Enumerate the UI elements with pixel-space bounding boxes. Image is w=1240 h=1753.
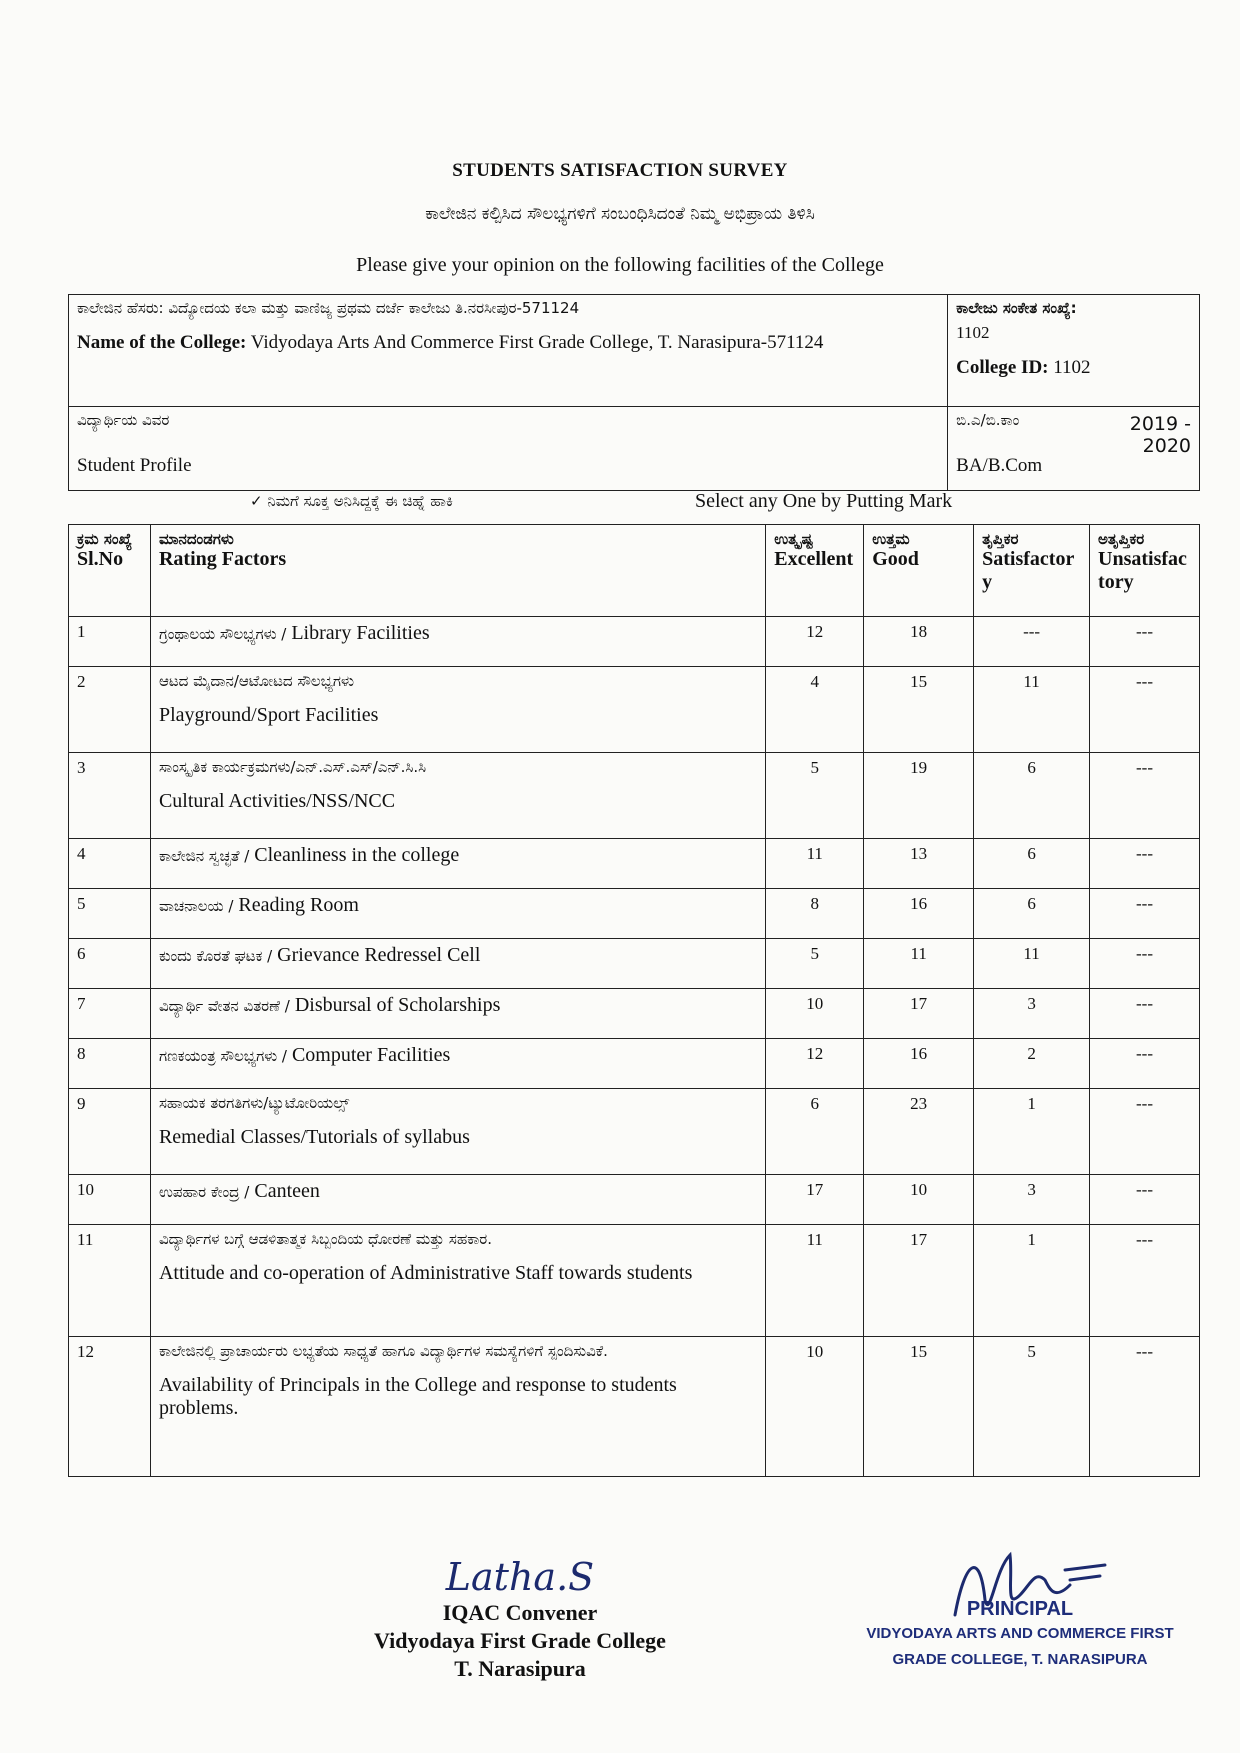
- table-row: [69, 839, 1200, 889]
- rating-table: [68, 524, 1200, 1477]
- table-row: [69, 1225, 1200, 1337]
- excellent-count: 8: [766, 889, 864, 939]
- table-header-row: [69, 525, 1200, 617]
- unsatisfactory-count: ---: [1090, 939, 1200, 989]
- satisfactory-count: 2: [974, 1039, 1090, 1089]
- row-number: 4: [69, 839, 151, 889]
- table-row: [69, 753, 1200, 839]
- good-count: 16: [864, 889, 974, 939]
- student-profile-cell: [69, 407, 948, 491]
- satisfactory-count: 5: [974, 1337, 1090, 1477]
- factor-kannada: ಕುಂದು ಕೊರತೆ ಘಟಕ /: [158, 947, 273, 965]
- header-rating-factors: ಮಾನದಂಡಗಳು Rating Factors: [150, 525, 765, 617]
- academic-year-line1: 2019 -: [1129, 413, 1191, 435]
- course-cell: [948, 407, 1200, 491]
- principal-title: PRINCIPAL: [966, 1598, 1074, 1620]
- principal-signature-block: [840, 1560, 1200, 1673]
- header-good: ಉತ್ತಮ Good: [864, 525, 974, 617]
- factor-english: Attitude and co-operation of Administrative Staff towards students: [158, 1262, 693, 1284]
- table-row: [69, 889, 1200, 939]
- college-info-table: [68, 294, 1200, 491]
- satisfactory-count: 11: [974, 667, 1090, 753]
- college-name-kannada: ಕಾಲೇಜಿನ ಹೆಸರು: ವಿದ್ಯೋದಯ ಕಲಾ ಮತ್ತು ವಾಣಿಜ್ಯ ಪ್ರಥಮ ದರ್ಜೆ ಕಾಲೇಜು ತಿ.ನರಸೀಪುರ-571124: [77, 299, 580, 317]
- select-instruction: Select any One by Putting Mark: [695, 490, 953, 512]
- academic-year: [1130, 413, 1191, 457]
- course-kannada: ಬಿ.ಎ/ಬಿ.ಕಾಂ: [956, 411, 1020, 429]
- college-code-kannada: ಕಾಲೇಜು ಸಂಕೇತ ಸಂಖ್ಯೆ:: [956, 299, 1077, 317]
- header-unsatisfactory: ಅತೃಪ್ತಿಕರ Unsatisfactory: [1090, 525, 1200, 617]
- rating-factor: [150, 753, 765, 839]
- row-number: 1: [69, 617, 151, 667]
- rating-factor: [150, 939, 765, 989]
- satisfactory-count: 6: [974, 889, 1090, 939]
- iqac-signature-block: [330, 1555, 710, 1683]
- unsatisfactory-count: ---: [1090, 839, 1200, 889]
- factor-kannada: ಗ್ರಂಥಾಲಯ ಸೌಲಭ್ಯಗಳು /: [158, 625, 287, 643]
- rating-factor: [150, 1089, 765, 1175]
- satisfactory-count: 3: [974, 989, 1090, 1039]
- good-count: 15: [864, 1337, 974, 1477]
- good-count: 17: [864, 1225, 974, 1337]
- satisfactory-count: 1: [974, 1089, 1090, 1175]
- factor-kannada: ಆಟದ ಮೈದಾನ/ಆಟೋಟದ ಸೌಲಭ್ಯಗಳು: [158, 672, 354, 690]
- excellent-count: 10: [766, 1337, 864, 1477]
- student-profile-kannada: ವಿದ್ಯಾರ್ಥಿಯ ವಿವರ: [77, 411, 170, 429]
- rating-factor: [150, 1225, 765, 1337]
- factor-kannada: ವಿದ್ಯಾರ್ಥಿ ವೇತನ ವಿತರಣೆ /: [158, 997, 290, 1015]
- iqac-college: Vidyodaya First Grade College: [374, 1628, 666, 1653]
- satisfactory-count: ---: [974, 617, 1090, 667]
- table-row: [69, 989, 1200, 1039]
- college-id-value: 1102: [1053, 357, 1091, 378]
- satisfactory-count: 6: [974, 839, 1090, 889]
- header-satisfactory: ತೃಪ್ತಿಕರ Satisfactory: [974, 525, 1090, 617]
- survey-title: STUDENTS SATISFACTION SURVEY: [452, 160, 788, 181]
- table-row: [69, 617, 1200, 667]
- student-profile-label: Student Profile: [77, 455, 192, 476]
- good-count: 19: [864, 753, 974, 839]
- college-code-value: 1102: [956, 323, 990, 342]
- good-count: 16: [864, 1039, 974, 1089]
- excellent-count: 10: [766, 989, 864, 1039]
- table-row: [69, 1089, 1200, 1175]
- tick-instruction-kannada: ನಿಮಗೆ ಸೂಕ್ತ ಅನಿಸಿದ್ದಕ್ಕೆ ಈ ಚಿಹ್ನೆ ಹಾಕಿ: [267, 492, 453, 510]
- rating-factor: [150, 839, 765, 889]
- iqac-title: IQAC Convener: [442, 1600, 598, 1625]
- rating-factor: [150, 889, 765, 939]
- good-count: 13: [864, 839, 974, 889]
- course-english: BA/B.Com: [956, 455, 1043, 476]
- header-slno: ಕ್ರಮ ಸಂಖ್ಯೆ Sl.No: [69, 525, 151, 617]
- good-count: 10: [864, 1175, 974, 1225]
- excellent-count: 5: [766, 753, 864, 839]
- college-name-cell: [69, 295, 948, 407]
- factor-english: Availability of Principals in the College and response to students problems.: [158, 1374, 677, 1419]
- excellent-count: 12: [766, 617, 864, 667]
- table-row: [69, 939, 1200, 989]
- row-number: 3: [69, 753, 151, 839]
- factor-english: Computer Facilities: [291, 1044, 451, 1066]
- tick-mark-icon: ✓: [250, 492, 263, 510]
- table-row: [69, 667, 1200, 753]
- iqac-place: T. Narasipura: [454, 1656, 586, 1681]
- principal-line2: GRADE COLLEGE, T. NARASIPURA: [892, 1651, 1148, 1668]
- unsatisfactory-count: ---: [1090, 1089, 1200, 1175]
- unsatisfactory-count: ---: [1090, 889, 1200, 939]
- satisfactory-count: 3: [974, 1175, 1090, 1225]
- table-row: [69, 1039, 1200, 1089]
- tick-instruction: [250, 492, 453, 510]
- row-number: 5: [69, 889, 151, 939]
- unsatisfactory-count: ---: [1090, 667, 1200, 753]
- row-number: 8: [69, 1039, 151, 1089]
- row-number: 10: [69, 1175, 151, 1225]
- factor-english: Library Facilities: [291, 622, 430, 644]
- iqac-signature: Latha.S: [445, 1555, 595, 1599]
- factor-english: Cultural Activities/NSS/NCC: [158, 790, 396, 812]
- row-number: 12: [69, 1337, 151, 1477]
- factor-kannada: ವಾಚನಾಲಯ /: [158, 897, 234, 915]
- unsatisfactory-count: ---: [1090, 1039, 1200, 1089]
- rating-factor: [150, 989, 765, 1039]
- college-name-label: Name of the College:: [77, 332, 247, 353]
- unsatisfactory-count: ---: [1090, 989, 1200, 1039]
- factor-kannada: ವಿದ್ಯಾರ್ಥಿಗಳ ಬಗ್ಗೆ ಆಡಳಿತಾತ್ಮಕ ಸಿಬ್ಬಂದಿಯ ಧೋರಣೆ ಮತ್ತು ಸಹಕಾರ.: [158, 1230, 493, 1248]
- excellent-count: 5: [766, 939, 864, 989]
- factor-kannada: ಸಾಂಸ್ಕೃತಿಕ ಕಾರ್ಯಕ್ರಮಗಳು/ಎನ್.ಎಸ್.ಎಸ್/ಎನ್.ಸಿ.ಸಿ: [158, 758, 427, 776]
- academic-year-line2: 2020: [1142, 435, 1191, 457]
- factor-kannada: ಸಹಾಯಕ ತರಗತಿಗಳು/ಟ್ಯುಟೋರಿಯಲ್ಸ್: [158, 1094, 350, 1112]
- factor-english: Remedial Classes/Tutorials of syllabus: [158, 1126, 470, 1148]
- factor-english: Grievance Redressel Cell: [277, 944, 481, 966]
- factor-english: Disbursal of Scholarships: [294, 994, 501, 1016]
- unsatisfactory-count: ---: [1090, 1175, 1200, 1225]
- subtitle-english: Please give your opinion on the following facilities of the College: [356, 254, 884, 276]
- table-row: [69, 1337, 1200, 1477]
- factor-english: Reading Room: [238, 894, 359, 916]
- excellent-count: 12: [766, 1039, 864, 1089]
- rating-factor: [150, 1175, 765, 1225]
- unsatisfactory-count: ---: [1090, 1337, 1200, 1477]
- satisfactory-count: 1: [974, 1225, 1090, 1337]
- unsatisfactory-count: ---: [1090, 753, 1200, 839]
- factor-english: Cleanliness in the college: [254, 844, 460, 866]
- unsatisfactory-count: ---: [1090, 617, 1200, 667]
- header-excellent: ಉತ್ಕೃಷ್ಟ Excellent: [766, 525, 864, 617]
- subtitle-kannada: ಕಾಲೇಜಿನ ಕಲ್ಪಿಸಿದ ಸೌಲಭ್ಯಗಳಿಗೆ ಸಂಬಂಧಿಸಿದಂತೆ ನಿಮ್ಮ ಅಭಿಪ್ರಾಯ ತಿಳಿಸಿ: [425, 204, 815, 224]
- factor-kannada: ಉಪಹಾರ ಕೇಂದ್ರ /: [158, 1183, 250, 1201]
- unsatisfactory-count: ---: [1090, 1225, 1200, 1337]
- row-number: 6: [69, 939, 151, 989]
- row-number: 2: [69, 667, 151, 753]
- rating-factor: [150, 1337, 765, 1477]
- principal-line1: VIDYODAYA ARTS AND COMMERCE FIRST: [866, 1625, 1174, 1642]
- college-name-value: Vidyodaya Arts And Commerce First Grade College, T. Narasipura-571124: [250, 332, 824, 353]
- satisfactory-count: 6: [974, 753, 1090, 839]
- row-number: 11: [69, 1225, 151, 1337]
- factor-kannada: ಗಣಕಯಂತ್ರ ಸೌಲಭ್ಯಗಳು /: [158, 1047, 287, 1065]
- rating-factor: [150, 617, 765, 667]
- excellent-count: 11: [766, 839, 864, 889]
- college-id-label: College ID:: [956, 357, 1049, 378]
- good-count: 15: [864, 667, 974, 753]
- excellent-count: 4: [766, 667, 864, 753]
- good-count: 11: [864, 939, 974, 989]
- row-number: 7: [69, 989, 151, 1039]
- excellent-count: 6: [766, 1089, 864, 1175]
- principal-signature: [935, 1540, 1115, 1630]
- good-count: 23: [864, 1089, 974, 1175]
- good-count: 17: [864, 989, 974, 1039]
- excellent-count: 11: [766, 1225, 864, 1337]
- excellent-count: 17: [766, 1175, 864, 1225]
- row-number: 9: [69, 1089, 151, 1175]
- good-count: 18: [864, 617, 974, 667]
- table-row: [69, 1175, 1200, 1225]
- rating-factor: [150, 667, 765, 753]
- factor-kannada: ಕಾಲೇಜಿನ ಸ್ವಚ್ಛತೆ /: [158, 847, 250, 865]
- factor-english: Playground/Sport Facilities: [158, 704, 379, 726]
- satisfactory-count: 11: [974, 939, 1090, 989]
- factor-kannada: ಕಾಲೇಜಿನಲ್ಲಿ ಪ್ರಾಚಾರ್ಯರು ಲಭ್ಯತೆಯ ಸಾಧ್ಯತೆ ಹಾಗೂ ವಿದ್ಯಾರ್ಥಿಗಳ ಸಮಸ್ಯೆಗಳಿಗೆ ಸ್ಪಂದಿಸುವಿಕೆ.: [158, 1342, 608, 1360]
- college-code-cell: [948, 295, 1200, 407]
- factor-english: Canteen: [254, 1180, 320, 1202]
- rating-factor: [150, 1039, 765, 1089]
